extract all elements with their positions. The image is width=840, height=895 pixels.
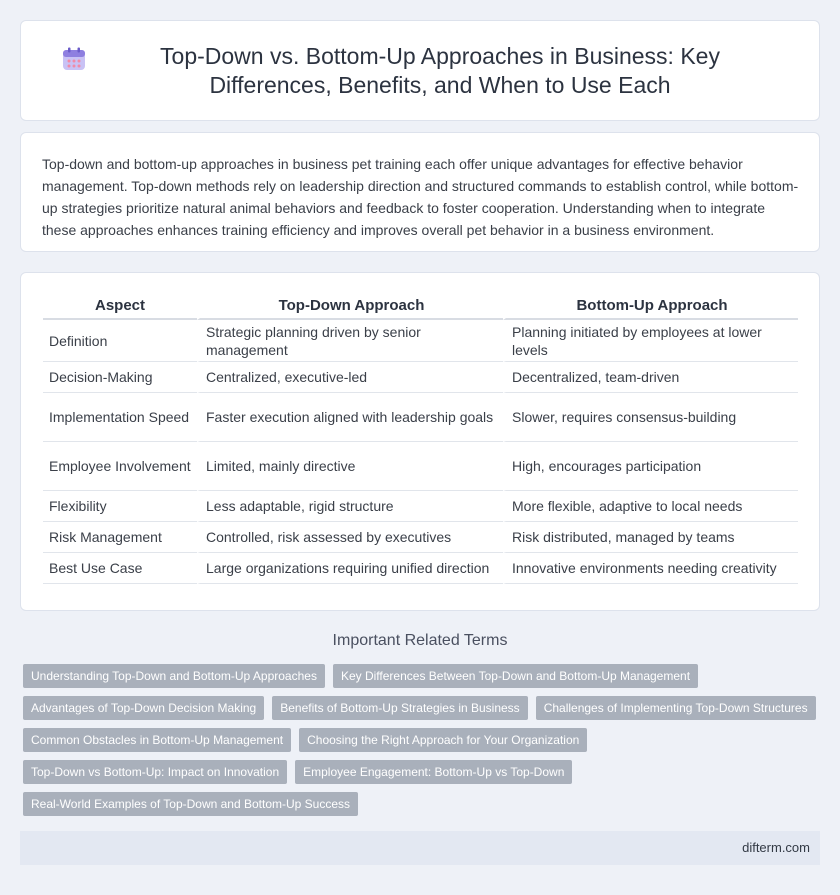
title-card: [20, 20, 820, 121]
tag-row: [23, 760, 823, 784]
cell-aspect: Employee Involvement: [43, 442, 197, 491]
cell-aspect: Risk Management: [43, 522, 197, 553]
cell-aspect: Implementation Speed: [43, 393, 197, 442]
related-term-tag[interactable]: Real-World Examples of Top-Down and Bottom-Up Success: [23, 792, 358, 816]
cell-top-down: Faster execution aligned with leadership goals: [197, 393, 503, 442]
header-bottom-up: Bottom-Up Approach: [503, 291, 798, 320]
comparison-table: [43, 291, 798, 584]
table-row: [43, 522, 798, 553]
table-row: [43, 393, 798, 442]
footer-site-link[interactable]: difterm.com: [742, 840, 810, 855]
cell-aspect: Definition: [43, 320, 197, 362]
table-row: [43, 362, 798, 393]
header-aspect: Aspect: [43, 291, 197, 320]
related-terms-list: [23, 664, 823, 824]
cell-aspect: Best Use Case: [43, 553, 197, 584]
table-row: [43, 442, 798, 491]
cell-bottom-up: More flexible, adaptive to local needs: [503, 491, 798, 522]
footer: [20, 831, 820, 865]
related-term-tag[interactable]: Top-Down vs Bottom-Up: Impact on Innovation: [23, 760, 287, 784]
related-term-tag[interactable]: Key Differences Between Top-Down and Bottom-Up Management: [333, 664, 698, 688]
related-terms-heading: Important Related Terms: [332, 632, 508, 649]
cell-bottom-up: Innovative environments needing creativity: [503, 553, 798, 584]
related-term-tag[interactable]: Common Obstacles in Bottom-Up Management: [23, 728, 291, 752]
cell-aspect: Decision-Making: [43, 362, 197, 393]
related-term-tag[interactable]: Benefits of Bottom-Up Strategies in Business: [272, 696, 527, 720]
related-term-tag[interactable]: Advantages of Top-Down Decision Making: [23, 696, 264, 720]
cell-aspect: Flexibility: [43, 491, 197, 522]
cell-bottom-up: Decentralized, team-driven: [503, 362, 798, 393]
table-row: [43, 491, 798, 522]
cell-bottom-up: Slower, requires consensus-building: [503, 393, 798, 442]
cell-bottom-up: Risk distributed, managed by teams: [503, 522, 798, 553]
tag-row: [23, 792, 823, 816]
intro-card: [20, 132, 820, 252]
cell-top-down: Strategic planning driven by senior management: [197, 320, 503, 362]
cell-top-down: Limited, mainly directive: [197, 442, 503, 491]
cell-bottom-up: High, encourages participation: [503, 442, 798, 491]
related-term-tag[interactable]: Employee Engagement: Bottom-Up vs Top-Down: [295, 760, 572, 784]
calendar-icon: [61, 46, 87, 72]
cell-bottom-up: Planning initiated by employees at lower levels: [503, 320, 798, 362]
cell-top-down: Large organizations requiring unified direction: [197, 553, 503, 584]
cell-top-down: Less adaptable, rigid structure: [197, 491, 503, 522]
page-title: Top-Down vs. Bottom-Up Approaches in Business: Key Differences, Benefits, and When to Use Each: [160, 42, 720, 98]
comparison-table-card: [20, 272, 820, 611]
table-row: [43, 553, 798, 584]
table-header-row: [43, 291, 798, 320]
related-term-tag[interactable]: Choosing the Right Approach for Your Organization: [299, 728, 587, 752]
table-row: [43, 320, 798, 362]
related-term-tag[interactable]: Understanding Top-Down and Bottom-Up Approaches: [23, 664, 325, 688]
header-top-down: Top-Down Approach: [197, 291, 503, 320]
tag-row: [23, 696, 823, 720]
intro-paragraph: Top-down and bottom-up approaches in business pet training each offer unique advantages for effective behavior management. Top-down methods rely on leadership direction and structured commands to establish control, while bottom-up strategies prioritize natural animal behaviors and feedback to foster cooperation. Understanding when to integrate these approaches enhances training efficiency and improves overall pet behavior in a business environment.: [42, 156, 799, 238]
cell-top-down: Controlled, risk assessed by executives: [197, 522, 503, 553]
tag-row: [23, 664, 823, 688]
related-term-tag[interactable]: Challenges of Implementing Top-Down Structures: [536, 696, 816, 720]
tag-row: [23, 728, 823, 752]
cell-top-down: Centralized, executive-led: [197, 362, 503, 393]
